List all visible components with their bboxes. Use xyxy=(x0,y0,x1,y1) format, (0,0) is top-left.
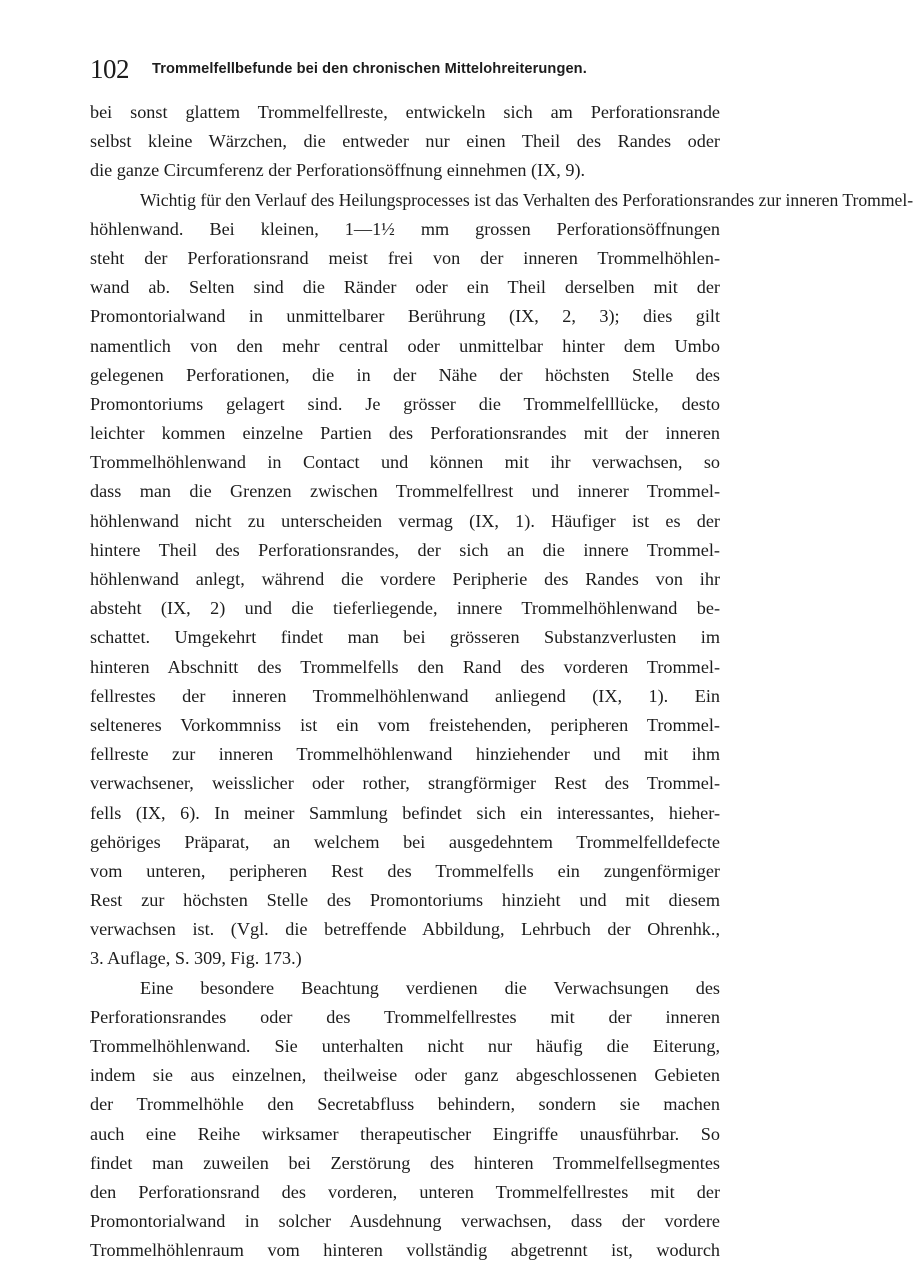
text-line: fells (IX, 6). In meiner Sammlung befindet sich ein interessantes, hieher- xyxy=(90,802,720,823)
text-line: absteht (IX, 2) und die tieferliegende, innere Trommelhöhlenwand be- xyxy=(90,598,720,619)
text-line: Promontoriums gelagert sind. Je grösser die Trommelfelllücke, desto xyxy=(90,393,720,414)
text-line: auch eine Reihe wirksamer therapeutischer Eingriffe unausführbar. So xyxy=(90,1123,720,1144)
text-line: Perforationsrandes oder des Trommelfellrestes mit der inneren xyxy=(90,1006,720,1027)
text-line: gehöriges Präparat, an welchem bei ausgedehntem Trommelfelldefecte xyxy=(90,831,720,852)
text-line: höhlenwand nicht zu unterscheiden vermag (IX, 1). Häufiger ist es der xyxy=(90,510,720,531)
text-line: Eine besondere Beachtung verdienen die Verwachsungen des xyxy=(140,977,720,998)
text-line: Promontorialwand in unmittelbarer Berührung (IX, 2, 3); dies gilt xyxy=(90,306,720,327)
text-line: fellrestes der inneren Trommelhöhlenwand anliegend (IX, 1). Ein xyxy=(90,685,720,706)
text-line: gelegenen Perforationen, die in der Nähe der höchsten Stelle des xyxy=(90,364,720,385)
text-line: leichter kommen einzelne Partien des Perforationsrandes mit der inneren xyxy=(90,423,720,444)
page-number: 102 xyxy=(90,54,129,84)
text-line: indem sie aus einzelnen, theilweise oder ganz abgeschlossenen Gebieten xyxy=(90,1065,720,1086)
text-line: bei sonst glattem Trommelfellreste, entwickeln sich am Perforationsrande xyxy=(90,102,720,122)
text-line: den Perforationsrand des vorderen, unteren Trommelfellrestes mit der xyxy=(90,1181,720,1202)
page-header xyxy=(90,54,720,88)
text-line: vom unteren, peripheren Rest des Trommelfells ein zungenförmiger xyxy=(90,860,720,881)
text-line: schattet. Umgekehrt findet man bei grösseren Substanzverlusten im xyxy=(90,627,720,648)
text-line: namentlich von den mehr central oder unmittelbar hinter dem Umbo xyxy=(90,335,720,356)
text-line: Promontorialwand in solcher Ausdehnung verwachsen, dass der vordere xyxy=(90,1211,720,1232)
text-line: wand ab. Selten sind die Ränder oder ein Theil derselben mit der xyxy=(90,277,720,298)
text-line: findet man zuweilen bei Zerstörung des hinteren Trommelfellsegmentes xyxy=(90,1152,720,1173)
text-line: Wichtig für den Verlauf des Heilungsprocesses ist das Verhalten des Perforationsrandes zur inneren Trommel- xyxy=(140,189,913,210)
text-line: höhlenwand anlegt, während die vordere Peripherie des Randes von ihr xyxy=(90,569,720,589)
text-line: verwachsen ist. (Vgl. die betreffende Abbildung, Lehrbuch der Ohrenhk., xyxy=(90,919,720,940)
text-line: selteneres Vorkommniss ist ein vom freistehenden, peripheren Trommel- xyxy=(90,714,720,735)
text-line: höhlenwand. Bei kleinen, 1—1½ mm grossen Perforationsöffnungen xyxy=(90,218,720,239)
text-line: hintere Theil des Perforationsrandes, der sich an die innere Trommel- xyxy=(90,539,720,560)
text-line: fellreste zur inneren Trommelhöhlenwand hinziehender und mit ihm xyxy=(90,744,720,765)
text-line: hinteren Abschnitt des Trommelfells den Rand des vorderen Trommel- xyxy=(90,656,720,677)
text-line: 3. Auflage, S. 309, Fig. 173.) xyxy=(90,948,302,969)
text-line: die ganze Circumferenz der Perforationsöffnung einnehmen (IX, 9). xyxy=(90,160,586,181)
body-text xyxy=(90,98,913,1266)
text-line: selbst kleine Wärzchen, die entweder nur einen Theil des Randes oder xyxy=(90,131,720,152)
text-line: Trommelhöhlenwand. Sie unterhalten nicht nur häufig die Eiterung, xyxy=(90,1036,720,1056)
text-line: verwachsener, weisslicher oder rother, strangförmiger Rest des Trommel- xyxy=(90,773,720,794)
text-line: Trommelhöhlenwand in Contact und können mit ihr verwachsen, so xyxy=(90,452,720,473)
text-line: dass man die Grenzen zwischen Trommelfellrest und innerer Trommel- xyxy=(90,481,720,502)
text-line: Rest zur höchsten Stelle des Promontoriums hinzieht und mit diesem xyxy=(90,890,720,911)
running-head: Trommelfellbefunde bei den chronischen Mittelohreiterungen. xyxy=(152,61,587,77)
text-line: der Trommelhöhle den Secretabfluss behindern, sondern sie machen xyxy=(90,1094,720,1115)
text-line: steht der Perforationsrand meist frei von der inneren Trommelhöhlen- xyxy=(90,247,720,268)
text-line: Trommelhöhlenraum vom hinteren vollständig abgetrennt ist, wodurch xyxy=(90,1240,720,1261)
